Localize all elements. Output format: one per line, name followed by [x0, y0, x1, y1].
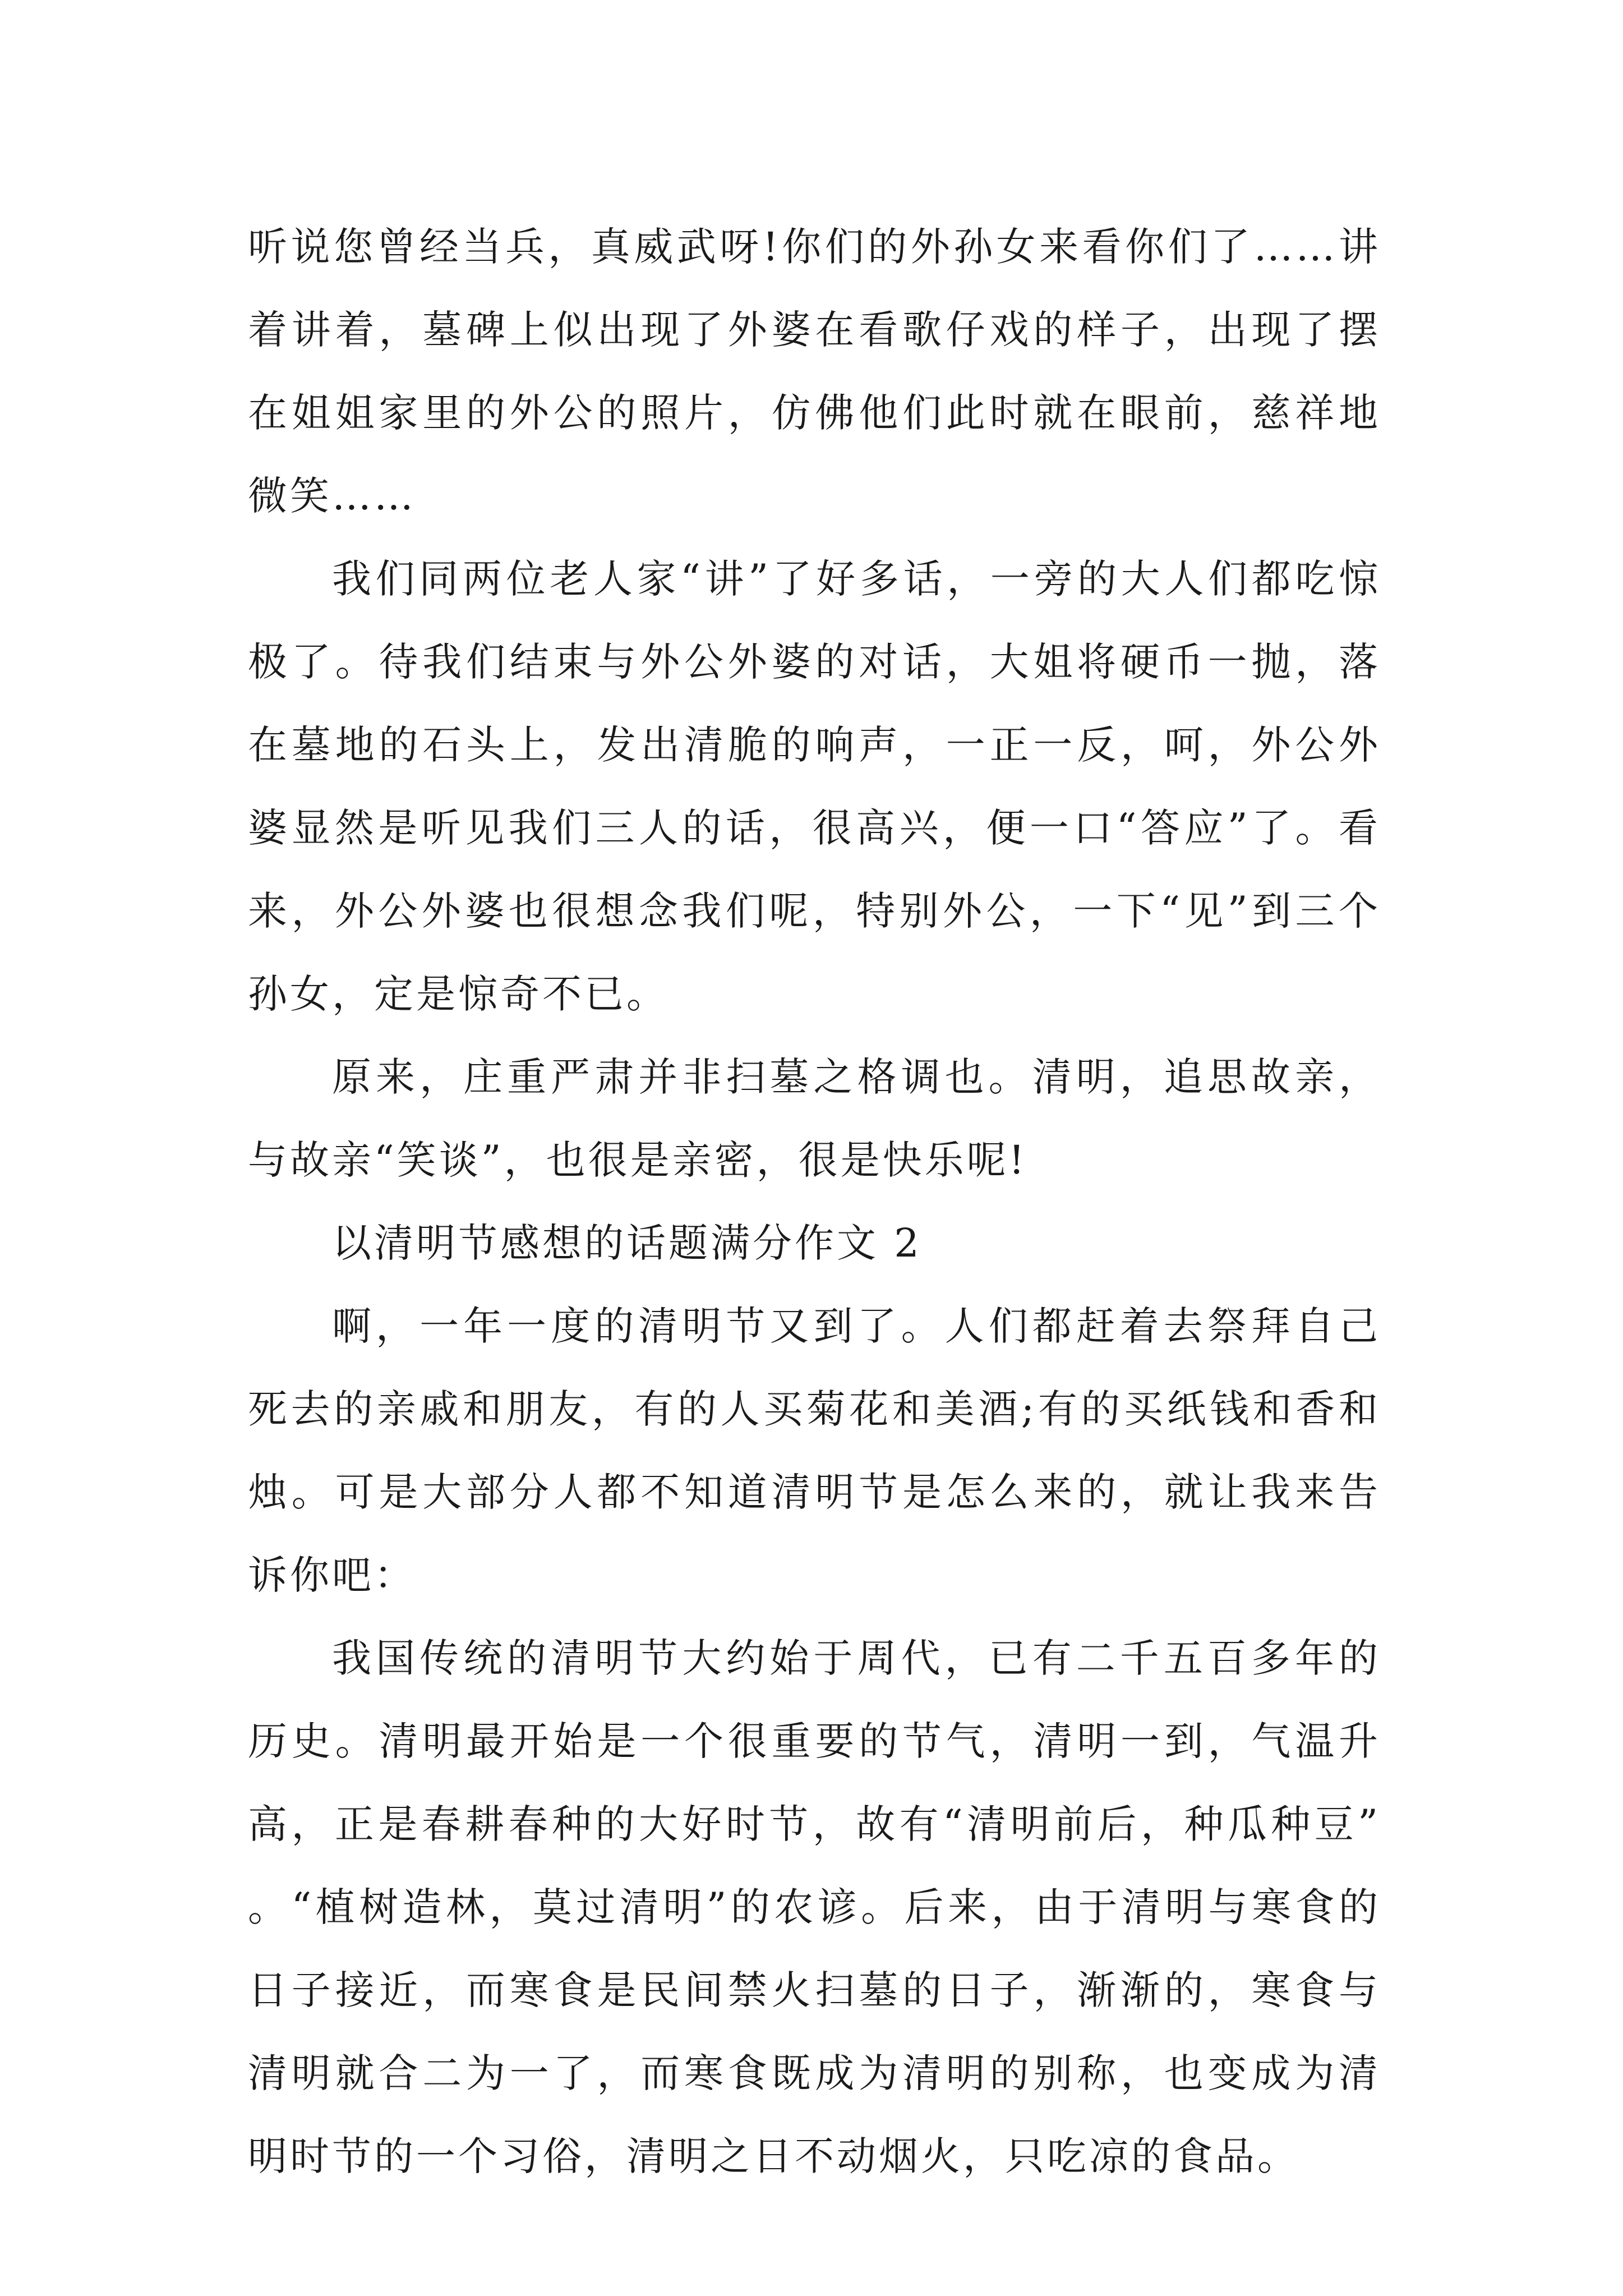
paragraph-2: 我们同两位老人家“讲”了好多话，一旁的大人们都吃惊极了。待我们结束与外公外婆的对话，大姐将硬币一抛，落在墓地的石头上，发出清脆的响声，一正一反，呵，外公外婆显然是听见我们三人的话，很高兴，便一口“答应”了。看来，外公外婆也很想念我们呢，特别外公，一下“见”到三个孙女，定是惊奇不已。 [248, 556, 1381, 1017]
paragraph-4: 啊，一年一度的清明节又到了。人们都赶着去祭拜自己死去的亲戚和朋友，有的人买菊花和美酒;有的买纸钱和香和烛。可是大部分人都不知道清明节是怎么来的，就让我来告诉你吧： [248, 1303, 1381, 1598]
paragraph-5: 我国传统的清明节大约始于周代，已有二千五百多年的历史。清明最开始是一个很重要的节气，清明一到，气温升高，正是春耕春种的大好时节，故有“清明前后，种瓜种豆”。“植树造林，莫过清明”的农谚。后来，由于清明与寒食的日子接近，而寒食是民间禁火扫墓的日子，渐渐的，寒食与清明就合二为一了，而寒食既成为清明的别称，也变成为清明时节的一个习俗，清明之日不动烟火，只吃凉的食品。 [248, 1635, 1381, 2179]
paragraph-1: 听说您曾经当兵，真威武呀!你们的外孙女来看你们了……讲着讲着，墓碑上似出现了外婆在看歌仔戏的样子，出现了摆在姐姐家里的外公的照片，仿佛他们此时就在眼前，慈祥地微笑…… [248, 224, 1381, 519]
essay-heading: 以清明节感想的话题满分作文 2 [332, 1220, 922, 1266]
paragraph-3: 原来，庄重严肃并非扫墓之格调也。清明，追思故亲，与故亲“笑谈”，也很是亲密，很是快乐呢! [248, 1054, 1381, 1183]
document-body [248, 205, 1381, 2198]
